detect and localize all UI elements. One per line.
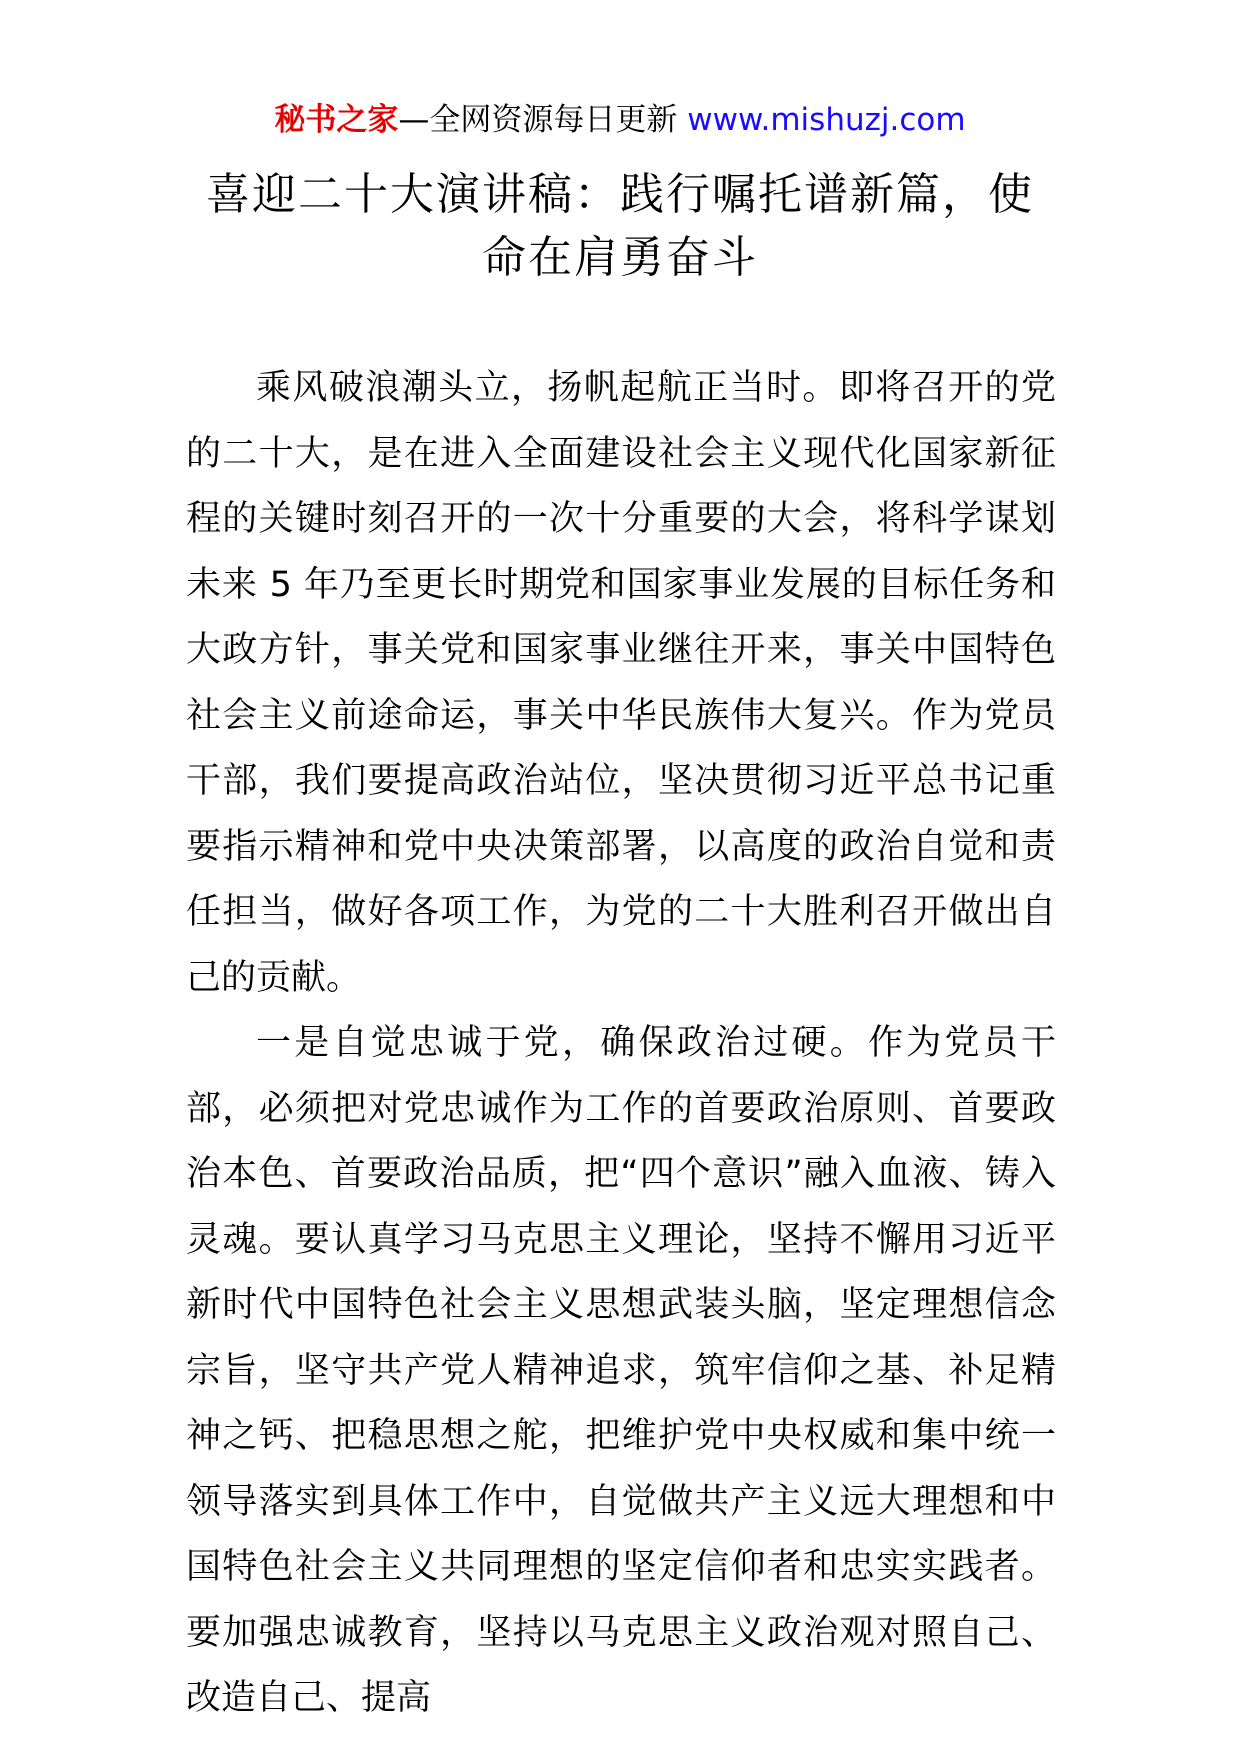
brand-name: 秘书之家 <box>274 102 399 138</box>
document-body <box>186 356 1056 1732</box>
site-url-link[interactable]: www.mishuzj.com <box>687 102 966 138</box>
header-tagline: —全网资源每日更新 <box>398 102 678 138</box>
paragraph: 一是自觉忠诚于党，确保政治过硬。作为党员干部，必须把对党忠诚作为工作的首要政治原则、首要政治本色、首要政治品质，把“四个意识”融入血液、铸入灵魂。要认真学习马克思主义理论，坚持不懈用习近平新时代中国特色社会主义思想武装头脑，坚定理想信念宗旨，坚守共产党人精神追求，筑牢信仰之基、补足精神之钙、把稳思想之舵，把维护党中央权威和集中统一领导落实到具体工作中，自觉做共产主义远大理想和中国特色社会主义共同理想的坚定信仰者和忠实实践者。要加强忠诚教育，坚持以马克思主义政治观对照自己、改造自己、提高 <box>186 1023 1056 1718</box>
paragraph: 乘风破浪潮头立，扬帆起航正当时。即将召开的党的二十大，是在进入全面建设社会主义现代化国家新征程的关键时刻召开的一次十分重要的大会，将科学谋划未来 5 年乃至更长时期党和国家事业发展的目标任务和大政方针，事关党和国家事业继往开来，事关中国特色社会主义前途命运，事关中华民族伟大复兴。作为党员干部，我们要提高政治站位，坚决贯彻习近平总书记重要指示精神和党中央决策部署，以高度的政治自觉和责任担当，做好各项工作，为党的二十大胜利召开做出自己的贡献。 <box>186 368 1056 998</box>
document-title: 喜迎二十大演讲稿：践行嘱托谱新篇，使命在肩勇奋斗 <box>206 169 1034 283</box>
site-header <box>0 100 1240 140</box>
